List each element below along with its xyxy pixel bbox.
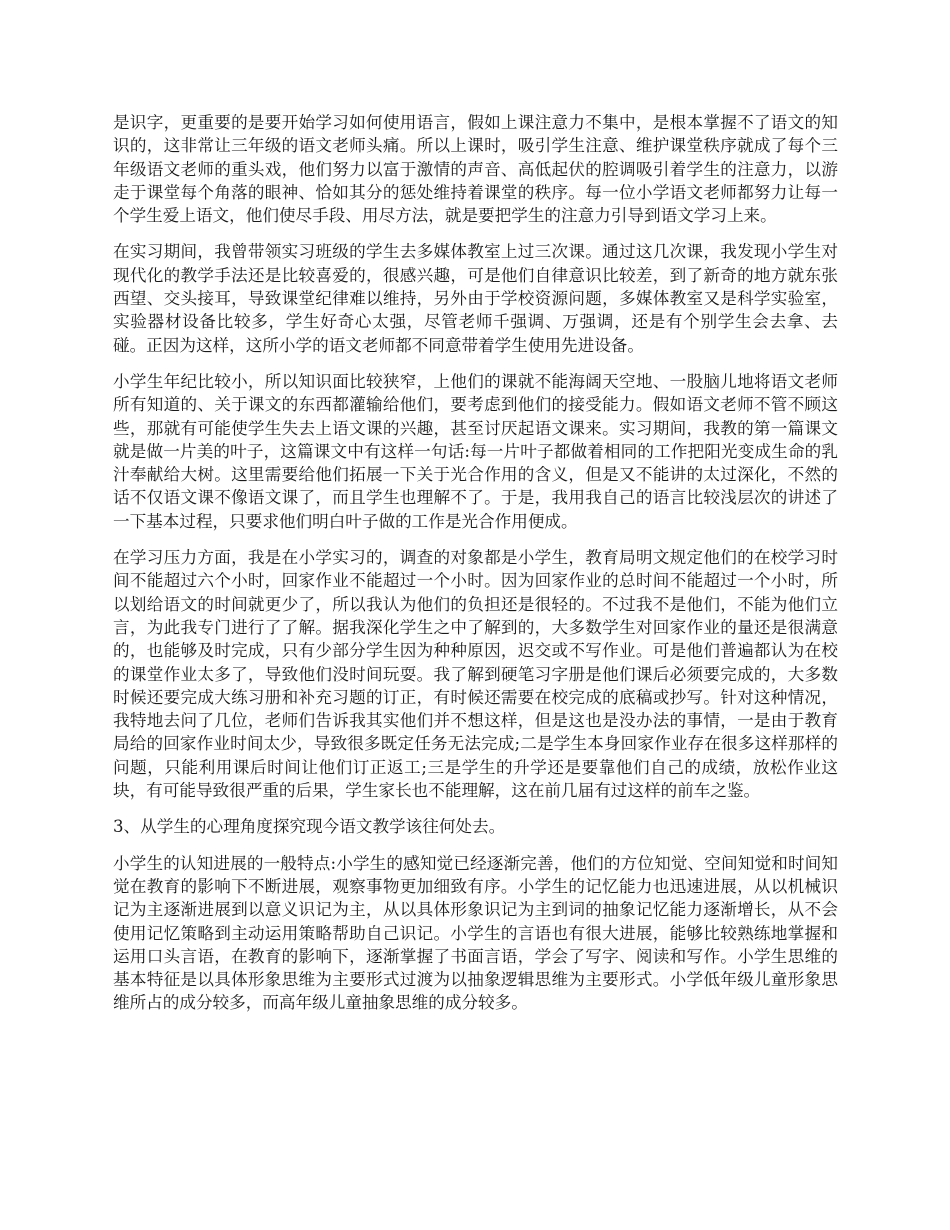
section-heading-psychology: 3、从学生的心理角度探究现今语文教学该往何处去。 — [113, 817, 506, 837]
paragraph-classroom-attention: 是识字，更重要的是要开始学习如何使用语言，假如上课注意力不集中，是根本掌握不了语文的知识的，这非常让三年级的语文老师头痛。所以上课时，吸引学生注意、维护课堂秩序就成了每个三年级语文老师的重头戏，他们努力以富于激情的声音、高低起伏的腔调吸引着学生的注意力，以游走于课堂每个角落的眼神、恰如其分的惩处维持着课堂的秩序。每一位小学语文老师都努力让每一个学生爱上语文，他们使尽手段、用尽方法，就是要把学生的注意力引导到语文学习上来。 — [113, 113, 838, 226]
paragraph-multimedia-classroom: 在实习期间，我曾带领实习班级的学生去多媒体教室上过三次课。通过这几次课，我发现小学生对现代化的教学手法还是比较喜爱的，很感兴趣，可是他们自律意识比较差，到了新奇的地方就东张西望、交头接耳，导致课堂纪律难以维持，另外由于学校资源问题，多媒体教室又是科学实验室，实验器材设备比较多，学生好奇心太强，尽管老师千强调、万强调，还是有个别学生会去拿、去碰。正因为这样，这所小学的语文老师都不同意带着学生使用先进设备。 — [113, 242, 838, 355]
paragraph-study-pressure: 在学习压力方面，我是在小学实习的，调查的对象都是小学生，教育局明文规定他们的在校学习时间不能超过六个小时，回家作业不能超过一个小时。因为回家作业的总时间不能超过一个小时，所以划给语文的时间就更少了，所以我认为他们的负担还是很轻的。不过我不是他们，不能为他们立言，为此我专门进行了了解。据我深化学生之中了解到的，大多数学生对回家作业的量还是很满意的，也能够及时完成，只有少部分学生因为种种原因，迟交或不写作业。可是他们普遍都认为在校的课堂作业太多了，导致他们没时间玩耍。我了解到硬笔习字册是他们课后必须要完成的，大多数时候还要完成大练习册和补充习题的订正，有时候还需要在校完成的底稿或抄写。针对这种情况，我特地去问了几位，老师们告诉我其实他们并不想这样，但是这也是没办法的事情，一是由于教育局给的回家作业时间太少，导致很多既定任务无法完成;二是学生本身回家作业存在很多这样那样的问题，只能利用课后时间让他们订正返工;三是学生的升学还是要靠他们自己的成绩，放松作业这块，有可能导致很严重的后果，学生家长也不能理解，这在前几届有过这样的前车之鉴。 — [113, 548, 838, 801]
paragraph-knowledge-scope: 小学生年纪比较小，所以知识面比较狭窄，上他们的课就不能海阔天空地、一股脑儿地将语文老师所有知道的、关于课文的东西都灌输给他们，要考虑到他们的接受能力。假如语文老师不管不顾这些，那就有可能使学生失去上语文课的兴趣，甚至讨厌起语文课来。实习期间，我教的第一篇课文就是做一片美的叶子，这篇课文中有这样一句话:每一片叶子都做着相同的工作把阳光变成生命的乳汁奉献给大树。这里需要给他们拓展一下关于光合作用的含义，但是又不能讲的太过深化，不然的话不仅语文课不像语文课了，而且学生也理解不了。于是，我用我自己的语言比较浅层次的讲述了一下基本过程，只要求他们明白叶子做的工作是光合作用便成。 — [113, 371, 838, 531]
paragraph-cognitive-development: 小学生的认知进展的一般特点:小学生的感知觉已经逐渐完善，他们的方位知觉、空间知觉和时间知觉在教育的影响下不断进展，观察事物更加细致有序。小学生的记忆能力也迅速进展，从以机械识记为主逐渐进展到以意义识记为主，从以具体形象识记为主到词的抽象记忆能力逐渐增长，从不会使用记忆策略到主动运用策略帮助自己识记。小学生的言语也有很大进展，能够比较熟练地掌握和运用口头言语，在教育的影响下，逐渐掌握了书面言语，学会了写字、阅读和写作。小学生思维的基本特征是以具体形象思维为主要形式过渡为以抽象逻辑思维为主要形式。小学低年级儿童形象思维所占的成分较多，而高年级儿童抽象思维的成分较多。 — [113, 853, 838, 1013]
